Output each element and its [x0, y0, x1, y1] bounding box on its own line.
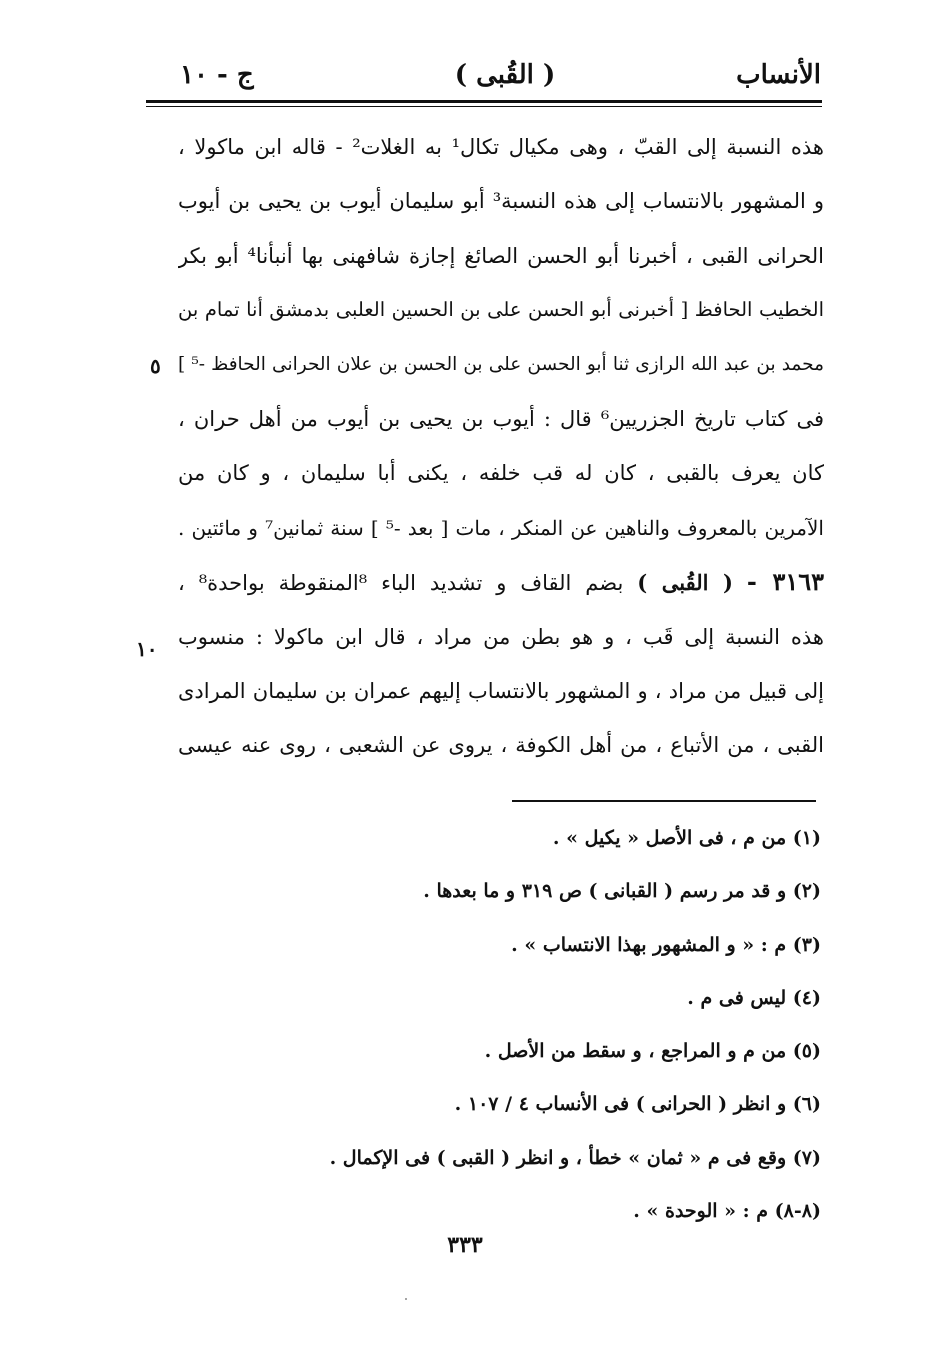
text-line: هذه النسبة إلى القبّ ، وهى مكيال تكال¹ به الغلات² - قاله ابن ماكولا ،	[178, 135, 824, 159]
text-line: الخطيب الحافظ [ أخبرنى أبو الحسن على بن الحسين العلبى بدمشق أنا تمام بن	[178, 298, 824, 322]
running-head-volume: ج - ١٠	[180, 60, 254, 90]
text-line: إلى قبيل من مراد ، و المشهور بالانتساب إليهم عمران بن سليمان المرادى	[178, 678, 824, 703]
text-line: فى كتاب تاريخ الجزريين⁶ قال : أيوب بن يحيى بن أيوب من أهل حران ،	[178, 406, 824, 431]
text-line: كان يعرف بالقبى ، كان له قب خلفه ، يكنى أبا سليمان ، و كان من	[178, 461, 824, 486]
footnote: (٨-٨) م : « الوحدة » .	[633, 1200, 821, 1223]
header-rule-thick	[146, 100, 822, 103]
footnote: (٤) ليس فى م .	[687, 986, 821, 1009]
footnote: (٧) وقع فى م « ثمان » خطأ ، و انظر ( القبى ) فى الإكمال .	[329, 1146, 821, 1169]
text-line: هذه النسبة إلى قَب ، و هو بطن من مراد ، قال ابن ماكولا : منسوب	[178, 624, 824, 649]
running-head-title: الأنساب	[736, 60, 821, 90]
text-line: القبى ، من الأتباع ، من أهل الكوفة ، يروى عن الشعبى ، روى عنه عيسى	[178, 733, 824, 758]
footnote: (١) من م ، فى الأصل « يكيل » .	[552, 827, 821, 849]
line-number-10: ١٠	[136, 637, 158, 661]
page-number: ٣٣٣	[447, 1232, 483, 1258]
text-line: محمد بن عبد الله الرازى ثنا أبو الحسن على بن الحسن بن علان الحرانى الحافظ -⁵ ]	[178, 353, 824, 375]
entry-number: ٣١٦٣ -	[746, 567, 824, 597]
text-line: و المشهور بالانتساب إلى هذه النسبة³ أبو سليمان أيوب بن يحيى بن أيوب	[178, 189, 824, 214]
text-line: الآمرين بالمعروف والناهين عن المنكر ، مات [ بعد -⁵ ] سنة ثمانين⁷ و مائتين .	[178, 515, 824, 540]
entry-text: بضم القاف و تشديد الباء ⁸المنقوطة بواحدة⁸ ،	[178, 571, 624, 596]
entry-title: ( القُبى )	[637, 570, 733, 596]
line-number-5: ٥	[150, 354, 161, 378]
footnote-separator	[512, 800, 816, 802]
entry-heading-line	[178, 555, 824, 609]
footnote: (٢) و قد مر رسم ( القبانى ) ص ٣١٩ و ما بعدها .	[423, 880, 821, 903]
footnote: (٣) م : « و المشهور بهذا الانتساب » .	[511, 933, 821, 956]
text-line: الحرانى القبى ، أخبرنا أبو الحسن الصائغ إجازة شافهنى بها أنبأنا⁴ أبو بكر	[178, 243, 824, 268]
scan-speck	[405, 1298, 407, 1300]
footnote: (٦) و انظر ( الحرانى ) فى الأنساب ٤ / ١٠٧ .	[454, 1093, 821, 1116]
header-rule-thin	[146, 106, 822, 107]
footnotes	[301, 812, 821, 1238]
running-head-section: ( القُبى )	[454, 60, 556, 90]
main-text	[178, 120, 824, 773]
footnote: (٥) من م و المراجع ، و سقط من الأصل .	[484, 1040, 821, 1063]
